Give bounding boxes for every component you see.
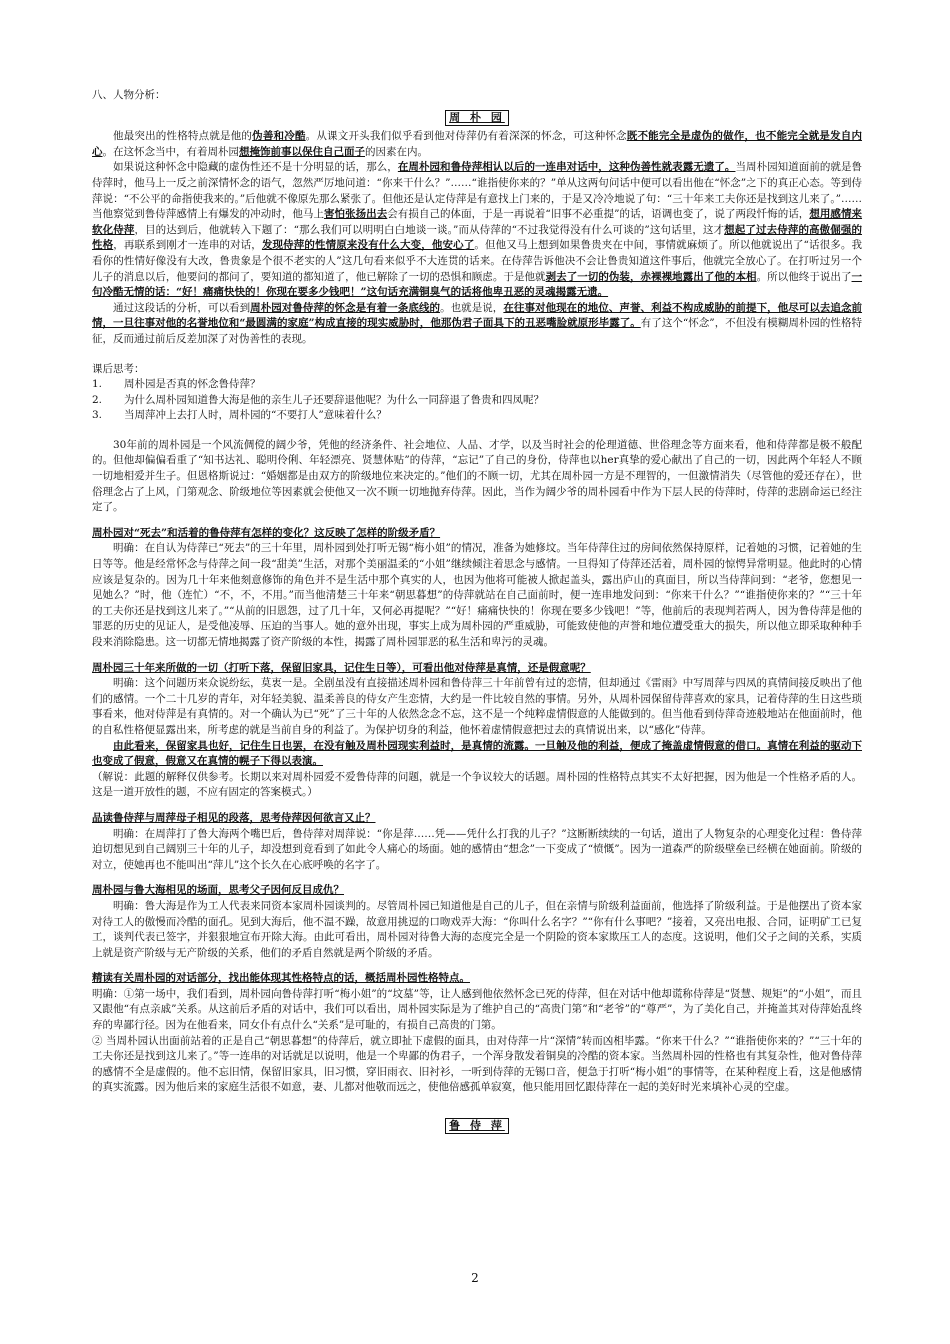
father-question-title: 周朴园与鲁大海相见的场面，思考父子因何反目成仇？	[92, 884, 344, 897]
zhou-puyuan-title: 周 朴 园	[445, 110, 509, 126]
spacer	[92, 424, 862, 438]
zhou-paragraph-2	[92, 160, 862, 300]
zhou-paragraph-1	[92, 129, 862, 160]
change-answer: 明确：在自认为侍萍已“死去”的三十年里，周朴园到处打听无锡“梅小姐”的情况，准备为她修坟。当年侍萍住过的房间依然保持原样，记着她的习惯，记着她的生日等等。他是经常怀念与侍萍之间一段“甜美”生活，对那个美丽温柔的“小姐”继续倾注着思念与感情。一旦得知了侍萍还活着，周朴园的惊愕异常明显。他此时的心情应该是复杂的。因为几十年来他刻意修饰的角色并不是生活中那个真实的人，也因为他将可能被人掀起盖头，露出庐山的真面目，所以当侍萍问到：“老爷，您想见一见她么？”时，他（连忙）“不，不，不用。”而当他清楚三十年来“朝思暮想”的侍萍就站在自己面前时，便一连串地发问到：“你来干什么？”“谁指使你来的？”“三十年的工夫你还是找到这儿来了。”“从前的旧恩怨，过了几十年，又何必再提呢？”“好！痛痛快快的！你现在要多少钱吧！”等，他前后的表现判若两人，因为鲁侍萍是他的罪恶的历史的见证人，是受他凌辱、压迫的当事人。她的意外出现，事实上成为周朴园的严重威胁，可能致使他的声誉和地位遭受重大的损失，所以他立即采取种种手段来消除隐患。这一切都无情地揭露了资产阶级的本性，揭露了周朴园罪恶的私生活和卑污的灵魂。	[92, 542, 862, 648]
body-text: 有了这个“怀念”，不但没有模糊周朴园的性格特征，反而通过前后反差加深了对伪善性的表现。	[92, 317, 862, 345]
question-number: 1.	[92, 378, 103, 391]
real-bold-conclusion: 由此看来，保留家具也好，记住生日也罢，在没有触及周朴园现实利益时，是真情的流露。一旦触及他的利益，便成了掩盖虚情假意的借口。真情在利益的驱动下也变成了假意，假意又在真情的幌子下得以表演。	[92, 739, 862, 768]
body-text: 通过这段话的分析，可以看到	[113, 301, 251, 314]
change-question-title: 周朴园对“死去”和活着的鲁侍萍有怎样的变化？这反映了怎样的阶级矛盾？	[92, 526, 441, 539]
question-text: 当周萍冲上去打人时，周朴园的“不要打人”意味着什么？	[124, 409, 387, 422]
body-text: 当周朴园知道面前的就是鲁侍萍时，他马上一反之前深情怀念的语气，忽然严厉地问道：“你来干什么？”……“谁指使你来的？”单从这两句问话中便可以看出他在“怀念”之下的真正心态。等到侍萍说：“不公平的命指使我来的。”后他就不像原先那么紧张了。但他还是认定侍萍是有意找上门来的，于是又冷冷地说了句：“三十年来工夫你还是找到这儿来了。”……当他察觉到鲁侍萍感情上有爆发的冲动时，他马上	[92, 161, 863, 221]
dialog-answer-1: 明确：①第一场中，我们看到，周朴园向鲁侍萍打听“梅小姐”的“坟墓”等，让人感到他依然怀念已死的侍萍，但在对话中他却谎称侍萍是“贤慧、规矩”的“小姐”，而且又跟他“有点亲戚”关系。从这前后矛盾的对话中，我们可以看出，周朴园实际是为了维护自己的“高贵门第”和“老爷”的“尊严”，为了美化自己，并掩盖其对侍萍始乱终弃的卑鄙行径。因为在他看来，同女仆有点什么“关系”是可耻的，有损自己高贵的门第。	[92, 987, 862, 1032]
body-text: ，再联系到刚才一连串的对话，	[113, 239, 262, 252]
after-class-questions	[92, 377, 862, 424]
emphasis-text: 剥去了一切的伪装，赤裸裸地露出了他的本相	[545, 270, 757, 283]
real-note: （解说：此题的解释仅供参考。长期以来对周朴园爱不爱鲁侍萍的问题，就是一个争议较大的话题。周朴园的性格特点其实不太好把握，因为他是一个性格矛盾的人。这是一道开放性的题，不应有固定的答案模式。）	[92, 770, 862, 799]
body-text: 如果说这种怀念中隐藏的虚伪性还不是十分明显的话，那么，	[113, 161, 398, 174]
spacer	[92, 348, 862, 362]
emphasis-text: 发现侍萍的性情原来没有什么大变，他安心了	[261, 239, 475, 252]
question-text: 周朴园是否真的怀念鲁侍萍？	[124, 378, 261, 391]
body-text: 会有损自己的体面，于是一再说着“旧事不必重提”的话，语调也变了，说了两段忏悔的话，	[387, 208, 810, 221]
real-question-title: 周朴园三十年来所做的一切（打听下落，保留旧家具，记住生日等），可看出他对侍萍是真情，还是假意呢？	[92, 661, 591, 674]
lu-title-wrap	[92, 1118, 862, 1135]
body-text: 。从课文开头我们似乎看到他对侍萍仍有着深深的怀念，可这种怀念	[305, 130, 627, 143]
section-heading: 八、人物分析：	[92, 89, 166, 101]
body-text: ，目的达到后，他就转入下题了：“那么我们可以明明白白地谈一谈。”而从侍萍的“不过我觉得没有什么可谈的”这句话里，这才	[134, 223, 725, 236]
question-item	[92, 377, 862, 393]
body-text: 的因素在内。	[365, 145, 428, 158]
emphasis-text: 想掩饰前事以保住自己面子	[239, 145, 365, 158]
father-answer: 明确：鲁大海是作为工人代表来同资本家周朴园谈判的。尽管周朴园已知道他是自己的儿子，但在亲情与阶级利益面前，他选择了阶级利益。于是他摆出了资本家对待工人的傲慢而冷酷的面孔。见到大海后，他不温不躁，故意用挑逗的口吻戏弄大海：“你叫什么名字？”“你有什么事吧？”接着，又亮出电报、合同，证明矿工已复工，谈判代表已签字，并狠狠地宣布开除大海。由此可看出，周朴园对待鲁大海的态度完全是一个阴险的资本家欺压工人的态度。这说明，他们父子之间的关系，实质上就是资产阶级与无产阶级的关系，他们的矛盾自然就是两个阶级的矛盾。	[92, 899, 862, 959]
page-number: 2	[471, 1271, 479, 1285]
question-number: 2.	[92, 393, 103, 406]
emphasis-text: 想用感情来软化侍萍	[92, 208, 863, 236]
body-text: 。但他又马上想到如果鲁贵夹在中间，事情就麻烦了。所以他就说出了“话很多。我看你的性情好像没有大改，鲁贵象是个很不老实的人”这几句看来似乎不大连贯的话来。在侍萍告诉他决不会让鲁贵知道这件事后，他就完全放心了。在打听过另一个儿子的消息以后，他要问的都问了，要知道的都知道了，他已解除了一切的恐惧和顾虑。于是他就	[92, 239, 863, 283]
question-item	[92, 408, 862, 424]
mother-answer: 明确：在周萍打了鲁大海两个嘴巴后，鲁侍萍对周萍说：“你是萍……凭——凭什么打我的儿子？”这断断续续的一句话，道出了人物复杂的心理变化过程：鲁侍萍迫切想见到自己阔别三十年的儿子，却没想到竟看到了如此令人痛心的场面。她的感情由“想念”一下变成了“愤慨”。因为一道森严的阶级壁垒已经横在她面前。阶级的对立，使她再也不能叫出“萍儿”这个长久在心底呼唤的名字了。	[92, 827, 862, 871]
dialog-answer-2: ② 当周朴园认出面前站着的正是自己“朝思暮想”的侍萍后，就立即扯下虚假的面具，由对侍萍一片“深情”转而凶相毕露。“你来干什么？”“谁指使你来的？”“三十年的工夫你还是找到这儿来了。”等一连串的对话就足以说明，他是一个卑鄙的伪君子，一个浑身散发着铜臭的冷酷的资本家。当然周朴园的性格也有其复杂性，他对鲁侍萍的感情不全是虚假的。他不忘旧情，保留旧家具，旧习惯，穿旧雨衣、旧衬衫，一听到侍萍的无锡口音，便急于打听“梅小姐”的事情等，在某种程度上看，这是他感情的真实流露。因为他后来的家庭生活很不如意，妻、儿都对他敬而远之，使他倍感孤单寂寞，他只能用回忆跟侍萍在一起的美好时光来填补心灵的空虚。	[92, 1034, 862, 1094]
document-page	[92, 88, 862, 1138]
question-number: 3.	[92, 409, 103, 422]
zhou-title-wrap	[92, 110, 862, 127]
emphasis-text: 在周朴园和鲁侍萍相认以后的一连串对话中，这种伪善性就表露无遗了。	[397, 161, 736, 174]
emphasis-text: 周朴园对鲁侍萍的怀念是有着一条底线的	[250, 301, 441, 314]
emphasis-text: 在往事对他现在的地位、声誉、利益不构成威胁的前提下，他尽可以去追念前情，一旦往事对他的名誉地位和“最圆满的家庭”构成直接的现实威胁时，他那伪君子面具下的丑恶嘴脸就原形毕露了。	[92, 301, 863, 330]
lu-shiping-title: 鲁 侍 萍	[445, 1118, 509, 1134]
body-text: 。也就是说，	[440, 301, 504, 314]
mother-question-title: 品读鲁侍萍与周萍母子相见的段落，思考侍萍因何欲言又止？	[92, 811, 376, 824]
body-text: 。所以他终于说出了	[756, 270, 852, 283]
zhou-paragraph-3	[92, 301, 862, 348]
emphasis-text: 害怕张扬出去	[323, 208, 388, 221]
emphasis-text: 伪善和冷酷	[252, 130, 306, 143]
emphasis-text: 想起了过去侍萍的高傲倔强的性格	[92, 223, 862, 252]
body-text: 。在这怀念当中，有着周朴园	[102, 145, 239, 158]
question-text: 为什么周朴园知道鲁大海是他的亲生儿子还要辞退他呢？为什么一同辞退了鲁贵和四凤呢？	[124, 393, 544, 406]
thirty-years-paragraph: 30年前的周朴园是一个风流倜傥的阔少爷，凭他的经济条件、社会地位、人品、才学，以及当时社会的伦理道德、世俗理念等方面来看，他和侍萍都是极不般配的。但他却偏偏看重了“知书达礼、聪明伶俐、年轻漂亮、贤慧体贴”的侍萍，“忘记”了自己的身份，侍萍也以her真挚的爱心献出了自己的一切，因此两个年轻人不顾一切地相爱并生子。但恩格斯说过：“婚姻都是由双方的阶级地位来决定的。”他们的不顾一切，尤其在周朴园一方是不理智的，一但激情消失（尽管他的爱还存在），世俗理念占了上风，门第观念、阶级地位等因素就会使他又一次不顾一切地抛弃侍萍。因此，当作为阔少爷的周朴园看中作为下层人民的侍萍时，侍萍的悲剧命运已经注定了。	[92, 438, 862, 514]
question-item	[92, 393, 862, 409]
real-answer: 明确：这个问题历来众说纷纭，莫衷一是。全剧虽没有直接描述周朴园和鲁侍萍三十年前曾有过的恋情，但却通过《雷雨》中写周萍与四凤的真情间接反映出了他们的感情。一个二十几岁的青年，对年轻美貌、温柔善良的侍女产生恋情，大约是一件比较自然的事情。另外，从周朴园保留侍萍喜欢的家具，记着侍萍的生日这些琐事看来，他对侍萍是有真情的。对一个确认为已“死”了三十年的人依然念念不忘，这不是一个纯粹虚情假意的人能做到的。但当他看到侍萍奇迹般地站在他面前时，他的自私性格便显露出来，所考虑的就是当前自身的利益了。为保护切身的利益，他怀着虚情假意把过去的真情说出来，以“感化”侍萍。	[92, 677, 862, 736]
after-class-heading: 课后思考：	[92, 362, 145, 375]
emphasis-text: 一句冷酷无情的话：“好！痛痛快快的！你现在要多少钱吧！”这句话充满铜臭气的话将他卑丑恶的灵魂揭露无遗。	[92, 270, 863, 299]
emphasis-text: 既不能完全是虚伪的做作，也不能完全就是发自内心	[92, 130, 863, 158]
body-text: 他最突出的性格特点就是他的	[113, 130, 253, 143]
dialog-question-title: 精读有关周朴园的对话部分，找出能体现其性格特点的话，概括周朴园性格特点。	[92, 972, 470, 985]
